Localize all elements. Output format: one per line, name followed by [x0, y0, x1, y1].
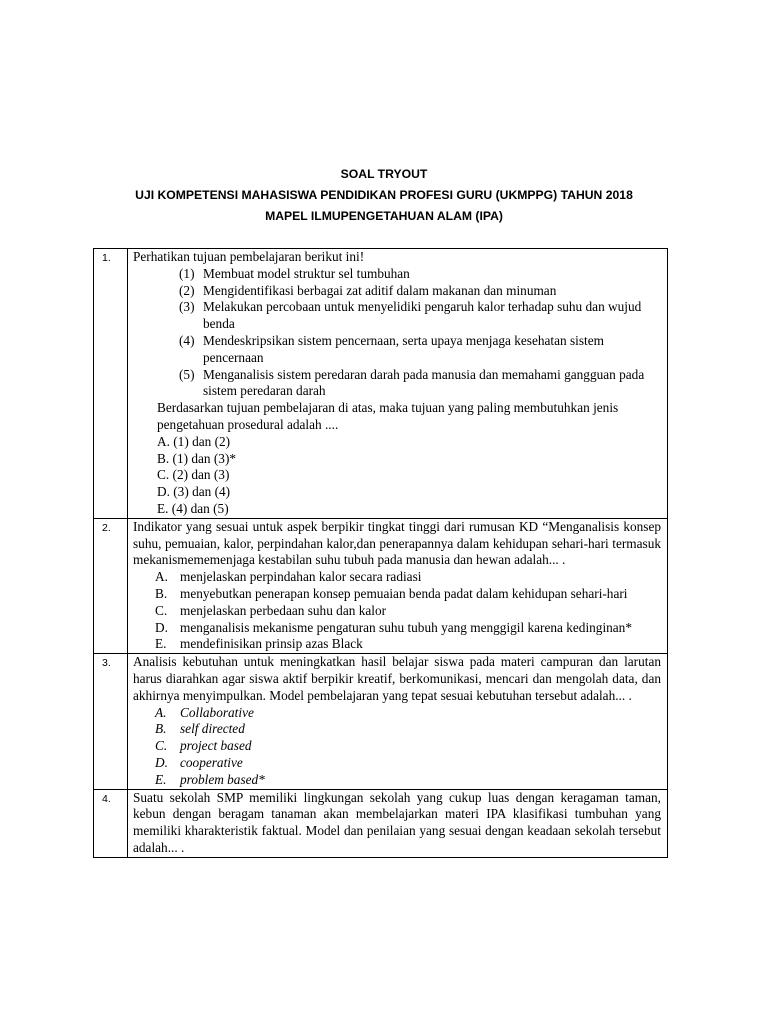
objective-text: Menganalisis sistem peredaran darah pada manusia dan memahami gangguan pada sistem peredaran darah — [203, 366, 645, 399]
question-body — [128, 249, 668, 519]
option-marker: B. — [155, 721, 167, 737]
option-text: menjelaskan perbedaan suhu dan kalor — [180, 602, 387, 618]
option-text: cooperative — [180, 754, 243, 770]
header-subtitle: UJI KOMPETENSI MAHASISWA PENDIDIKAN PROFESI GURU (UKMPPG) TAHUN 2018 — [135, 188, 633, 202]
answer-option — [133, 738, 661, 755]
option-marker: B. — [155, 585, 168, 601]
answer-option — [133, 586, 661, 603]
question-stem: Berdasarkan tujuan pembelajaran di atas, maka tujuan yang paling membutuhkan jenis pengetahuan prosedural adalah .... — [157, 400, 619, 432]
option-text: menganalisis mekanisme pengaturan suhu tubuh yang menggigil karena kedinginan* — [180, 619, 632, 635]
option-marker: C. — [155, 602, 168, 618]
question-number: 1. — [94, 249, 128, 519]
option-marker: A. — [155, 569, 168, 585]
option-marker: D. — [155, 754, 168, 770]
option-marker: E. — [155, 636, 167, 652]
question-body — [128, 518, 668, 653]
question-number: 3. — [94, 654, 128, 789]
question-row-3 — [94, 654, 668, 789]
answer-option — [133, 620, 661, 637]
question-row-1 — [94, 249, 668, 519]
option-text: mendefinisikan prinsip azas Black — [180, 636, 363, 652]
option-text: project based — [180, 738, 252, 754]
option-marker: E. — [155, 771, 167, 787]
question-body — [128, 789, 668, 857]
answer-option: E. (4) dan (5) — [157, 500, 229, 516]
answer-option — [133, 772, 661, 789]
option-marker: A. — [155, 704, 167, 720]
option-marker: D. — [155, 619, 168, 635]
option-text: self directed — [180, 721, 245, 737]
objective-item — [133, 299, 661, 333]
objective-text: Melakukan percobaan untuk menyelidiki pengaruh kalor terhadap suhu dan wujud benda — [203, 299, 642, 332]
answer-option — [133, 755, 661, 772]
objective-item — [133, 283, 661, 300]
objective-item — [133, 367, 661, 401]
objective-text: Mendeskripsikan sistem pencernaan, serta upaya menjaga kesehatan sistem pencernaan — [203, 332, 604, 365]
answer-option: C. (2) dan (3) — [157, 467, 230, 483]
objective-marker: (3) — [179, 299, 195, 315]
header-subject: MAPEL ILMUPENGETAHUAN ALAM (IPA) — [265, 209, 503, 223]
questions-table — [93, 248, 668, 858]
header-title: SOAL TRYOUT — [340, 167, 428, 181]
question-intro: Perhatikan tujuan pembelajaran berikut ini! — [133, 249, 365, 264]
answer-option — [133, 721, 661, 738]
answer-option — [133, 636, 661, 653]
answer-option: B. (1) dan (3)* — [157, 450, 237, 466]
option-marker: C. — [155, 738, 168, 754]
document-header — [0, 164, 768, 227]
objective-marker: (4) — [179, 332, 195, 348]
question-stem: Suatu sekolah SMP memiliki lingkungan sekolah yang cukup luas dengan keragaman taman, kebun dengan beragam tanaman akan membelajarkan materi IPA klasifikasi tumbuhan yang memiliki kharakteristik faktual. Model dan penilaian yang sesuai dengan keadaan sekolah tersebut adalah... . — [133, 789, 661, 855]
question-row-2 — [94, 518, 668, 653]
option-text: Collaborative — [180, 704, 254, 720]
answer-option: D. (3) dan (4) — [157, 484, 231, 500]
answer-option — [133, 603, 661, 620]
objective-item — [133, 333, 661, 367]
objective-text: Mengidentifikasi berbagai zat aditif dalam makanan dan minuman — [203, 282, 557, 298]
question-body — [128, 654, 668, 789]
objective-marker: (1) — [179, 265, 195, 281]
objective-item — [133, 266, 661, 283]
option-text: menjelaskan perpindahan kalor secara radiasi — [180, 569, 422, 585]
objective-text: Membuat model struktur sel tumbuhan — [203, 265, 410, 281]
question-number: 4. — [94, 789, 128, 857]
question-row-4 — [94, 789, 668, 857]
question-stem: Indikator yang sesuai untuk aspek berpikir tingkat tinggi dari rumusan KD “Menganalisis konsep suhu, pemuaian, kalor, perpindahan kalor,dan penerapannya dalam kehidupan sehari-hari termasuk mekanismememenjaga kestabilan suhu tubuh pada manusia dan hewan adalah... . — [133, 518, 661, 568]
answer-option: A. (1) dan (2) — [157, 433, 231, 449]
answer-option — [133, 705, 661, 722]
question-stem: Analisis kebutuhan untuk meningkatkan hasil belajar siswa pada materi campuran dan larutan harus diarahkan agar siswa aktif berpikir kreatif, berkomunikasi, mencari dan mengolah data, dan akhirnya menyimpulkan. Model pembelajaran yang tepat sesuai kebutuhan tersebut adalah... . — [133, 654, 661, 703]
objective-marker: (5) — [179, 366, 195, 382]
option-text: menyebutkan penerapan konsep pemuaian benda padat dalam kehidupan sehari-hari — [180, 585, 628, 601]
objective-marker: (2) — [179, 282, 195, 298]
question-number: 2. — [94, 518, 128, 653]
answer-option — [133, 569, 661, 586]
option-text: problem based* — [180, 771, 265, 787]
